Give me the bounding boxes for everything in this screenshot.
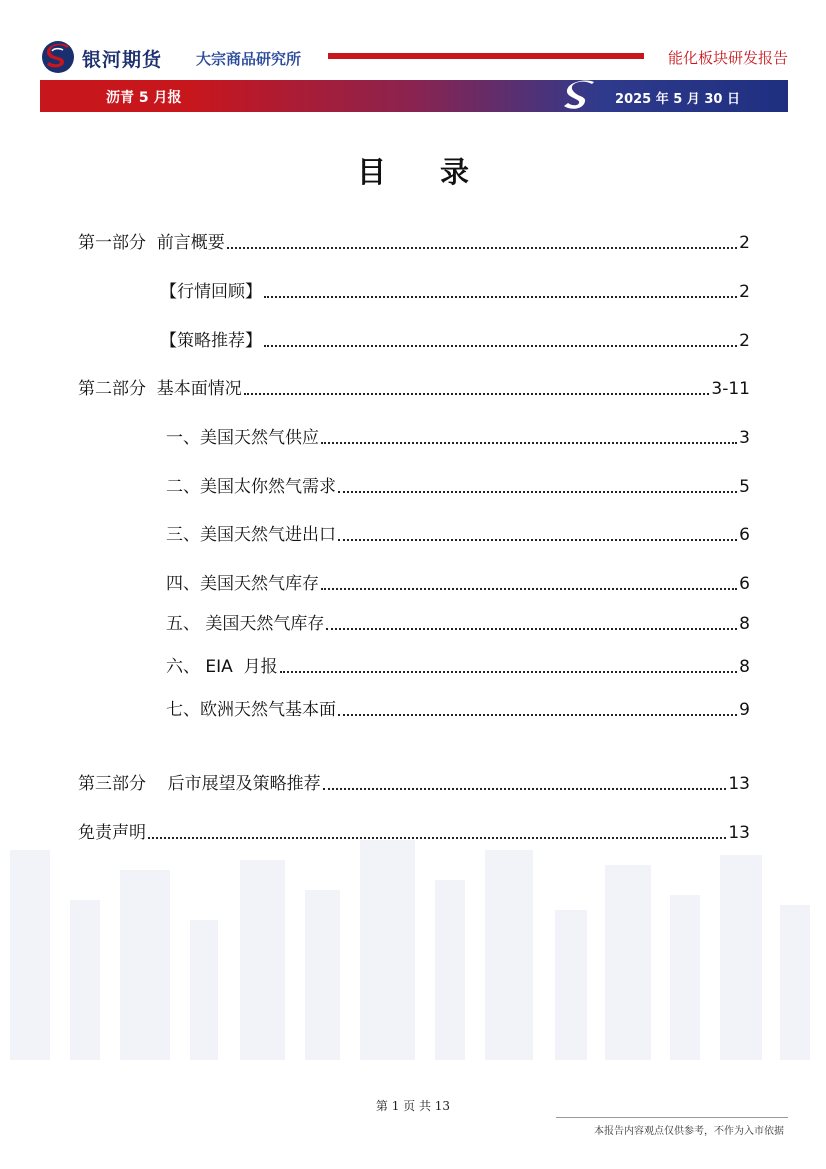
- toc-leader-dots: [227, 245, 737, 249]
- toc-leader-dots: [280, 669, 738, 673]
- footer-divider: [556, 1117, 788, 1118]
- toc-entry-page: 6: [739, 574, 750, 594]
- toc-entry-page: 2: [739, 282, 750, 302]
- toc-leader-dots: [338, 712, 737, 716]
- toc-leader-dots: [321, 440, 737, 444]
- toc-entry-label: 五、 美国天然气库存: [166, 614, 325, 634]
- toc-entry-label: 第一部分 前言概要: [78, 233, 225, 253]
- toc-entry[interactable]: [78, 378, 750, 400]
- toc-leader-dots: [244, 391, 710, 395]
- toc-entry[interactable]: [78, 232, 750, 254]
- toc-entry[interactable]: [166, 524, 750, 546]
- toc-entry-page: 6: [739, 525, 750, 545]
- toc-entry-label: 二、美国太你然气需求: [166, 477, 336, 497]
- toc-leader-dots: [264, 294, 737, 298]
- header-divider: [328, 53, 644, 59]
- toc-entry-page: 2: [739, 233, 750, 253]
- toc-entry-label: 免责声明: [78, 823, 146, 843]
- banner-title: 沥青 5 月报: [106, 90, 182, 106]
- toc-leader-dots: [338, 537, 737, 541]
- header-banner: [40, 80, 788, 112]
- footer-disclaimer: 本报告内容观点仅供参考，不作为入市依据: [594, 1126, 784, 1137]
- toc-entry-page: 13: [728, 774, 750, 794]
- toc-leader-dots: [321, 586, 737, 590]
- toc-entry[interactable]: [160, 281, 750, 303]
- toc-entry[interactable]: [160, 330, 750, 352]
- report-date: 2025 年 5 月 30 日: [615, 92, 740, 107]
- toc-entry-label: 【行情回顾】: [160, 282, 262, 302]
- toc-entry[interactable]: [166, 573, 750, 595]
- toc-leader-dots: [338, 489, 737, 493]
- s-swoosh-icon: [558, 80, 602, 112]
- toc-leader-dots: [323, 786, 727, 790]
- toc-entry-page: 9: [739, 700, 750, 720]
- toc-entry[interactable]: [166, 699, 750, 721]
- toc-entry-page: 5: [739, 477, 750, 497]
- city-skyline-watermark: [0, 830, 826, 1060]
- toc-entry-label: 四、美国天然气库存: [166, 574, 319, 594]
- toc-entry[interactable]: [166, 656, 750, 678]
- page-indicator: 第 1 页 共 13: [375, 1099, 451, 1113]
- toc-entry-label: 七、欧洲天然气基本面: [166, 700, 336, 720]
- toc-entry-page: 3-11: [711, 379, 750, 399]
- toc-entry[interactable]: [166, 427, 750, 449]
- toc-entry-label: 一、美国天然气供应: [166, 428, 319, 448]
- toc-entry[interactable]: [166, 476, 750, 498]
- toc-entry-label: 六、 EIA 月报: [166, 657, 278, 677]
- toc-entry-page: 13: [728, 823, 750, 843]
- toc-leader-dots: [326, 626, 737, 630]
- toc-entry-label: 三、美国天然气进出口: [166, 525, 336, 545]
- page-title: 目 录: [356, 155, 492, 189]
- report-type: 能化板块研发报告: [667, 49, 788, 67]
- institute-name: 大宗商品研究所: [196, 50, 302, 68]
- toc-entry-page: 3: [739, 428, 750, 448]
- toc-entry-page: 2: [739, 331, 750, 351]
- toc-entry-page: 8: [739, 614, 750, 634]
- toc-entry-label: 第二部分 基本面情况: [78, 379, 242, 399]
- toc-leader-dots: [264, 343, 737, 347]
- galaxy-futures-logo-icon: [40, 40, 76, 74]
- brand-name: 银河期货: [82, 49, 163, 71]
- toc-entry-page: 8: [739, 657, 750, 677]
- toc-entry[interactable]: [78, 773, 750, 795]
- toc-entry-label: 【策略推荐】: [160, 331, 262, 351]
- toc-entry[interactable]: [166, 613, 750, 635]
- toc-entry-label: 第三部分 后市展望及策略推荐: [78, 774, 321, 794]
